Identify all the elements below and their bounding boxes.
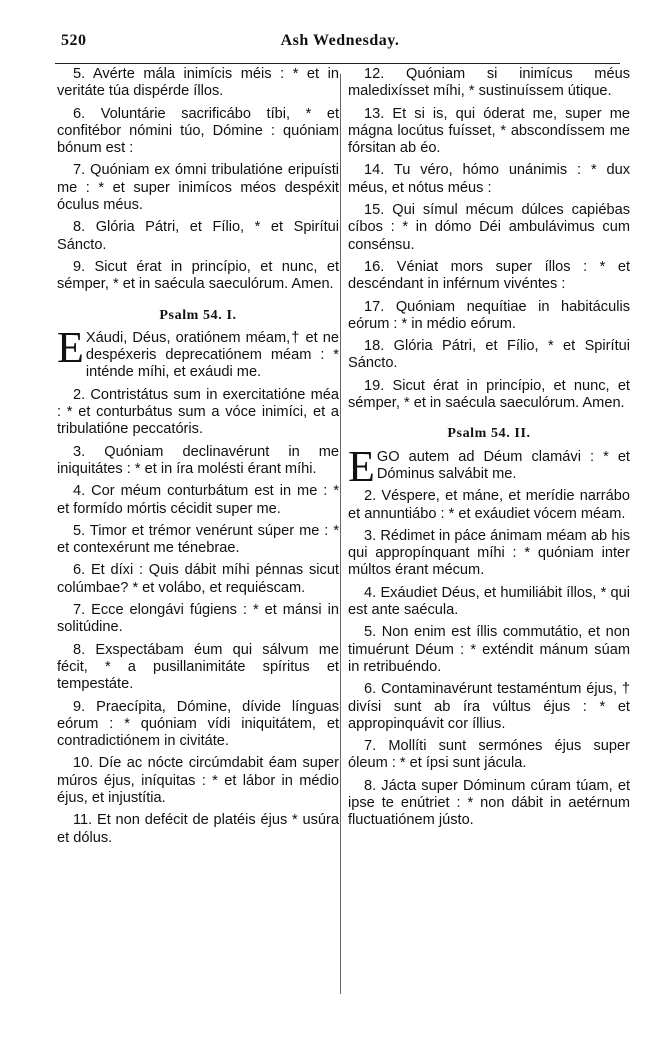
drop-cap-initial: E (348, 441, 375, 491)
verse: 5. Non enim est íllis commutátio, et non timuérunt Déum : * exténdit mánum súam in retribuéndo. (348, 624, 630, 675)
verse: 8. Exspectábam éum qui sálvum me fécit, * a pusillanimitáte spíritus et tempestáte. (57, 641, 339, 693)
verse: 13. Et si is, qui óderat me, super me mágna locútus fuísset, * abscondíssem me fórsitan ab éo. (348, 105, 630, 157)
verse: 9. Sicut érat in princípio, et nunc, et sémper, * et in saécula saeculórum. Amen. (57, 258, 339, 293)
verse: 7. Ecce elongávi fúgiens : * et mánsi in solitúdine. (57, 602, 339, 636)
verse: 3. Rédimet in páce ánimam méam ab his qui appropínquant míhi : * quóniam inter múltos érant mécum. (348, 527, 630, 579)
page-header (61, 32, 619, 56)
verse: 10. Díe ac nócte circúmdabit éam super múros éjus, iníquitas : * et lábor in médio éjus, et injustítia. (57, 755, 339, 806)
verse: 18. Glória Pátri, et Fílio, * et Spirítui Sáncto. (348, 338, 630, 372)
running-title: Ash Wednesday. (280, 32, 400, 49)
verse: 14. Tu véro, hómo unánimis : * dux méus, et nótus méus : (348, 162, 630, 196)
verse-text: Xáudi, Déus, oratiónem méam,† et ne despéxeris deprecatiónem méam : * inténde míhi, et exáudi me. (85, 329, 339, 381)
verse: 12. Quóniam si inimícus méus maledixísset míhi, * sustinuíssem útique. (348, 66, 630, 100)
verse: 16. Véniat mors super íllos : * et descéndant in inférnum vivéntes : (348, 258, 630, 293)
verse: 8. Glória Pátri, et Fílio, * et Spirítui Sáncto. (57, 219, 339, 253)
drop-cap-initial: E (57, 322, 84, 372)
verse: 2. Contristátus sum in exercitatióne méa : * et conturbátus sum a vóce inimíci, et a tribulatióne peccatóris. (57, 386, 339, 438)
verse: 17. Quóniam nequítiae in habitáculis eórum : * in médio eórum. (348, 298, 630, 332)
verse: 19. Sicut érat in princípio, et nunc, et sémper, * et in saécula saeculórum. Amen. (348, 377, 630, 412)
verse: 3. Quóniam declinavérunt in me iniquitátes : * et in íra molésti érant míhi. (57, 443, 339, 477)
verse: 6. Voluntárie sacrificábo tíbi, * et confitébor nómini túo, Dómine : quóniam bónum est : (57, 105, 339, 157)
page-number: 520 (61, 32, 87, 49)
column-divider (340, 74, 341, 994)
verse: 7. Mollíti sunt sermónes éjus super óleum : * et ípsi sunt jácula. (348, 738, 630, 772)
header-rule (55, 63, 620, 64)
psalm-heading: Psalm 54. I. (159, 307, 237, 323)
verse: 7. Quóniam ex ómni tribulatióne eripuísti me : * et super inimícos méos despéxit óculus méus. (57, 162, 339, 214)
verse: 8. Jácta super Dóminum cúram túam, et ipse te enútriet : * non dábit in aetérnum fluctuatiónem jústo. (348, 777, 630, 829)
verse: 15. Qui símul mécum dúlces capiébas cíbos : * in dómo Déi ambulávimus cum consénsu. (348, 202, 630, 253)
verse: 5. Avérte mála inimícis méis : * et in veritáte túa dispérde íllos. (57, 66, 339, 100)
verse: 4. Cor méum conturbátum est in me : * et formído mórtis cécidit super me. (57, 483, 339, 517)
left-column (57, 66, 339, 852)
verse: 4. Exáudiet Déus, et humiliábit íllos, * qui est ante saécula. (348, 584, 630, 619)
verse: 6. Contaminavérunt testaméntum éjus, † divísi sunt ab íra vúltus éjus : * et appropinquávit cor íllius. (348, 681, 630, 732)
psalm-heading: Psalm 54. II. (447, 426, 531, 442)
verse: 2. Véspere, et máne, et merídie narrábo et annuntiábo : * et exáudiet vócem méam. (348, 488, 630, 522)
verse: 5. Timor et trémor venérunt súper me : * et contexérunt me ténebrae. (57, 522, 339, 557)
verse: 11. Et non defécit de platéis éjus * usúra et dólus. (57, 812, 339, 846)
verse-initial (57, 322, 339, 382)
verse: 9. Praecípita, Dómine, dívide línguas eórum : * quóniam vídi iniquitátem, et contradictiónem in civitáte. (57, 698, 339, 750)
verse-text: GO autem ad Déum clamávi : * et Dóminus salvábit me. (376, 448, 630, 482)
right-column (348, 66, 630, 835)
verse-initial (348, 441, 630, 491)
verse: 6. Et díxi : Quis dábit míhi pénnas sicut colúmbae? * et volábo, et requiéscam. (57, 562, 339, 596)
